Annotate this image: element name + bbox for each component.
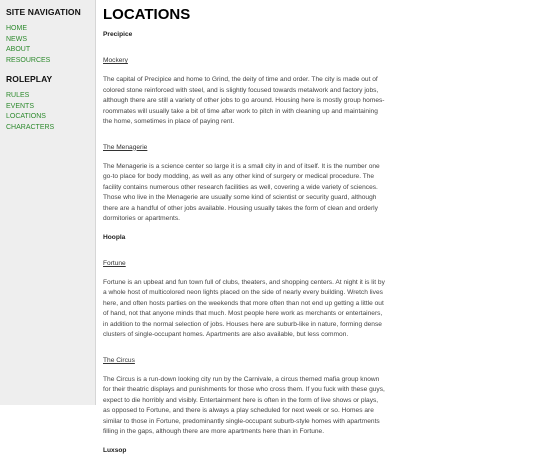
district-description: Fortune is an upbeat and fun town full of clubs, theaters, and shopping centers. At night it is lit by a whole host of multicolored neon lights placed on the side of nearly every building. Wretch lives here, and often hosts parties on the weekends that more often than not end up getting a little out of hand, not that anyone minds that much. Most people here work as merchants or entertainers, in addition to the normal selection of jobs. Houses here are suburb-like in nature, forming dense clusters of single-occupant homes. Apartments are also available, but less common. — [103, 278, 385, 338]
nav-link-resources[interactable]: RESOURCES — [6, 56, 51, 64]
district-link-mockery[interactable]: Mockery — [103, 57, 128, 64]
site-navigation-heading: SITE NAVIGATION — [6, 7, 81, 17]
nav-link-locations[interactable]: LOCATIONS — [6, 113, 46, 120]
city-heading-hoopla: Hoopla — [103, 233, 126, 241]
nav-link-events[interactable]: EVENTS — [6, 102, 35, 110]
district-description: The Circus is a run-down looking city run by the Carnivale, a circus themed mafia group known for their theatric displays and punishments for those who cross them. If you fuck with these guys, expect to die horribly and visibly. Entertainment here is often in the form of live shows or plays, as opposed to Fortune, and there is always a play scheduled for next week or so. Homes are similar to those in Fortune, predominantly single-occupant suburb-style homes with apartments filling in the gaps, although there are more apartments here than in Fortune. — [103, 375, 385, 435]
nav-link-news[interactable]: NEWS — [6, 35, 27, 43]
district-link-fortune[interactable]: Fortune — [103, 259, 126, 267]
city-heading-precipice: Precipice — [103, 31, 133, 38]
nav-link-characters[interactable]: CHARACTERS — [6, 123, 55, 131]
nav-link-rules[interactable]: RULES — [6, 92, 30, 99]
district-description: The Menagerie is a science center so large it is a small city in and of itself. It is the number one go-to place for body modding, as well as any other kind of surgery or medical procedure. The facility contains numerous other research facilities as well, covering a wide variety of sciences. Those who live in the Menagerie are usually some kind of scientist or security guard, although there are a handful of other jobs available. Housing usually takes the form of clean and orderly dormitories or apartments. — [103, 162, 380, 222]
main-content — [103, 0, 531, 454]
city-heading-luxsop: Luxsop — [103, 446, 127, 454]
district-link-the-menagerie[interactable]: The Menagerie — [103, 143, 148, 151]
sidebar — [0, 0, 96, 405]
roleplay-heading: ROLEPLAY — [6, 74, 53, 84]
district-link-the-circus[interactable]: The Circus — [103, 356, 135, 364]
nav-link-about[interactable]: ABOUT — [6, 46, 31, 53]
page-title: LOCATIONS — [103, 6, 191, 23]
district-description: The capital of Precipice and home to Grind, the deity of time and order. The city is made out of colored stone reinforced with steel, and is slightly focused towards metalwork and factory jobs, although there are still a variety of other jobs to go around. Housing here is mostly group homes- roommates will usually take a bit of time after work to pitch in with cleaning up and maintaining the home, sometimes in place of paying rent. — [103, 76, 385, 125]
nav-link-home[interactable]: HOME — [6, 25, 27, 32]
